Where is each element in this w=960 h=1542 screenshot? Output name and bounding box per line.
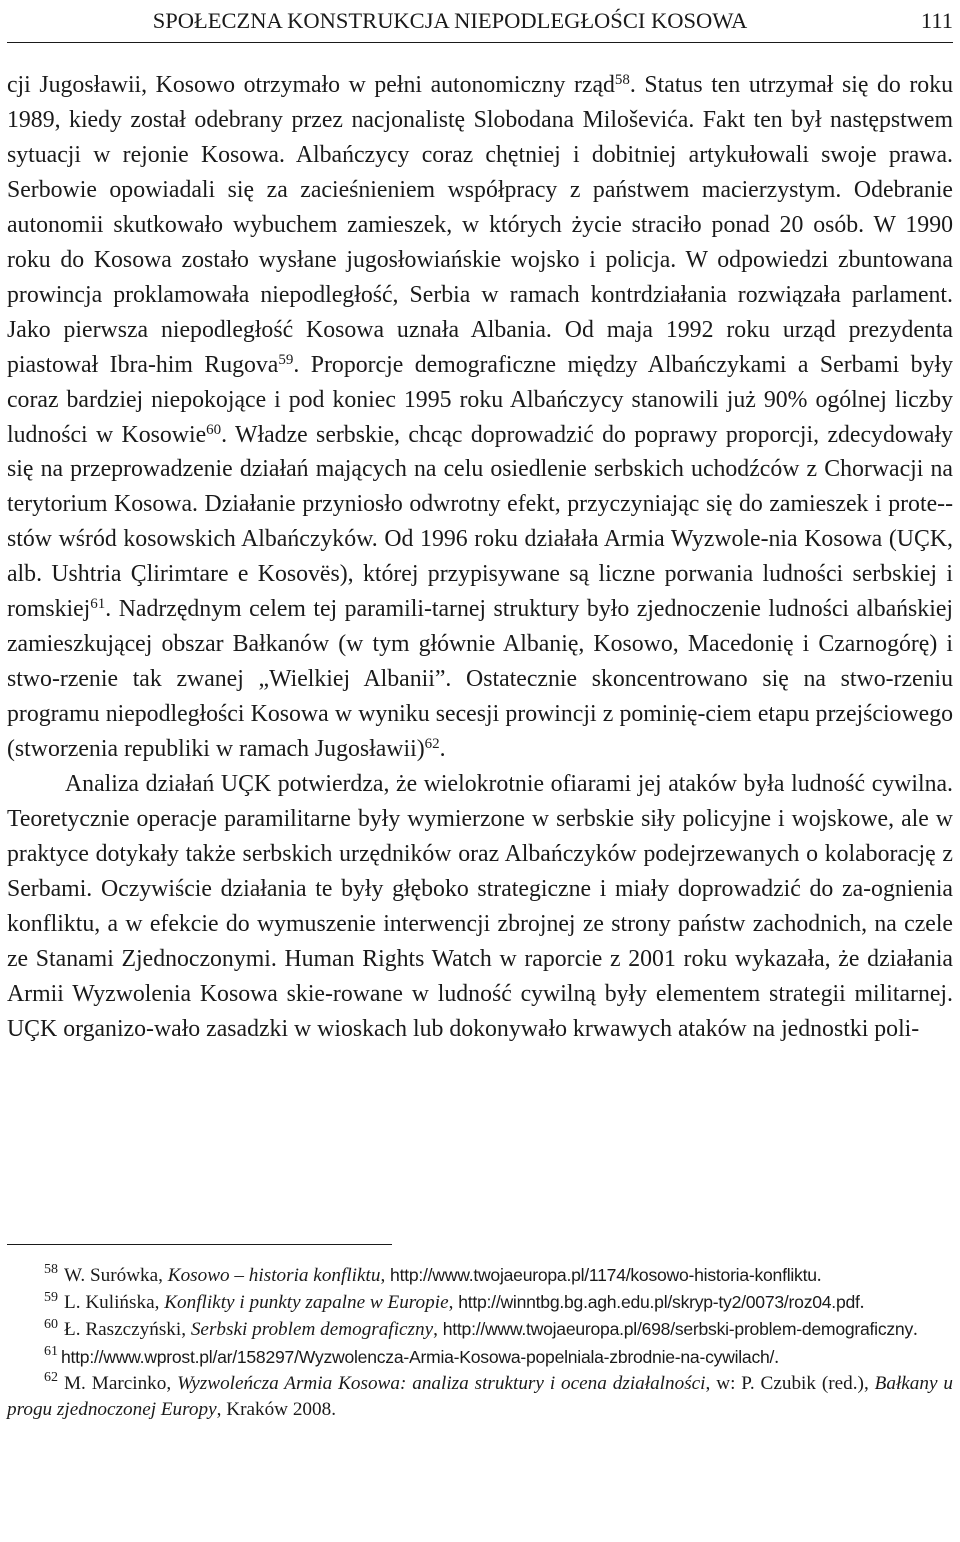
paragraph-1-segment: cji Jugosławii, Kosowo otrzymało w pełni autonomiczny rząd: [7, 72, 615, 98]
footnote-end: .: [913, 1319, 918, 1341]
footnote-book-title: Bałkany u progu zjednoczonej Europy: [7, 1372, 953, 1421]
footnote-title: Kosowo – historia konfliktu: [167, 1265, 381, 1286]
footnote-end: , Kraków 2008.: [216, 1399, 336, 1421]
footnote-61: [7, 1344, 953, 1371]
footnote-number: 59: [44, 1289, 58, 1305]
footnote-author: L. Kulińska,: [64, 1292, 165, 1314]
footnote-ref-60[interactable]: 60: [206, 421, 222, 438]
footnote-separator-text: ,: [448, 1292, 459, 1314]
footnote-end: .: [816, 1265, 822, 1286]
footnote-separator-text: ,: [433, 1319, 443, 1341]
footnote-end: .: [774, 1346, 779, 1368]
footnote-end: .: [859, 1292, 865, 1314]
footnote-ref-58[interactable]: 58: [614, 71, 630, 88]
footnote-title: Wyzwoleńcza Armia Kosowa: analiza struktury i ocena działalności: [177, 1372, 706, 1394]
paragraph-1-segment: . Władze serbskie, chcąc doprowadzić do poprawy proporcji, zdecydowały się na przeprowadzenie działań mających na celu osiedlenie serbskich uchodźców z Chorwacji na terytorium Kosowa. Działanie przyniosło odwrotny efekt, przyczyniając się do zamieszek i prote-stów wśród kosowskich Albańczyków. Od 1996 roku działała Armia Wyzwole-nia Kosowa (UÇK, alb. Ushtria Çlirimtare e Kosovës), której przypisywane są liczne porwania ludności serbskiej i romskiej: [7, 421, 953, 623]
footnote-number: 62: [44, 1370, 58, 1386]
paragraph-1-segment: . Nadrzędnym celem tej paramili-tarnej struktury było zjednoczenie ludności albańskiej zamieszkującej obszar Bałkanów (w tym głównie Albanię, Kosowo, Macedonię i Czarnogórę) i stwo-rzenie tak zwanej „Wielkiej Albanii”. Ostatecznie skoncentrowano się na stwo-rzeniu programu niepodległości Kosowa w wyniku secesji prowincji z pominię-ciem etapu przejściowego (stworzenia republiki w ramach Jugosławii): [7, 596, 953, 763]
footnote-ref-59[interactable]: 59: [278, 351, 294, 368]
footnote-author: M. Marcinko,: [64, 1372, 178, 1394]
book-page: [7, 0, 953, 1542]
main-text: [7, 68, 953, 1047]
footnote-link[interactable]: http://www.twojaeuropa.pl/1174/kosowo-historia-konfliktu: [390, 1265, 817, 1285]
footnote-58: [7, 1262, 953, 1289]
running-header: [7, 6, 953, 36]
footnote-title: Konflikty i punkty zapalne w Europie: [164, 1292, 449, 1314]
footnote-separator-text: ,: [380, 1265, 391, 1286]
footnote-number: 58: [44, 1262, 58, 1278]
paragraph-1-segment: .: [439, 736, 446, 763]
footnotes: [7, 1262, 953, 1423]
footnote-59: [7, 1289, 953, 1316]
footnote-number: 61: [44, 1343, 58, 1359]
footnote-author: W. Surówka,: [64, 1265, 168, 1286]
footnote-title: Serbski problem demograficzny: [190, 1319, 434, 1341]
footnote-ref-61[interactable]: 61: [90, 596, 106, 613]
footnote-link[interactable]: http://winntbg.bg.agh.edu.pl/skryp-ty2/0073/roz04.pdf: [458, 1292, 860, 1313]
page-number: 111: [920, 8, 953, 33]
footnote-author: Ł. Raszczyński,: [64, 1319, 191, 1341]
footnote-60: [7, 1316, 953, 1343]
running-header-title: SPOŁECZNA KONSTRUKCJA NIEPODLEGŁOŚCI KOSOWA: [152, 8, 748, 33]
footnote-link[interactable]: http://www.twojaeuropa.pl/698/serbski-problem-demograficzny: [442, 1319, 913, 1340]
paragraph-1-segment: . Status ten utrzymał się do roku 1989, kiedy został odebrany przez nacjonalistę Slobodana Miloševića. Fakt ten był następstwem sytuacji w rejonie Kosowa. Albańczycy coraz chętniej i dobitniej artykułowali swoje prawa. Serbowie opowiadali się za zacieśnieniem współpracy z państwem macierzystym. Odebranie autonomii skutkowało wybuchem zamieszek, w których życie straciło ponad 20 osób. W 1990 roku do Kosowa zostało wysłane jugosłowiańskie wojsko i policja. W odpowiedzi zbuntowana prowincja proklamowała niepodległość, Serbia w ramach kontrdziałania rozwiązała parlament. Jako pierwsza niepodległość Kosowa uznała Albania. Od maja 1992 roku urząd prezydenta piastował Ibra-him Rugova: [7, 72, 953, 378]
header-rule: [7, 42, 953, 43]
paragraph-1: [7, 68, 953, 767]
footnote-number: 60: [44, 1316, 58, 1332]
paragraph-2: Analiza działań UÇK potwierdza, że wielokrotnie ofiarami jej ataków była ludność cywilna. Teoretycznie operacje paramilitarne były wymierzone w serbskie siły policyjne i wojskowe, ale w praktyce dotykały także serbskich urzędników oraz Albańczyków podejrzewanych o kolaborację z Serbami. Oczywiście działania te były głęboko strategiczne i miały doprowadzić do za-ognienia konfliktu, a w efekcie do wymuszenie interwencji zbrojnej ze strony państw zachodnich, na czele ze Stanami Zjednoczonymi. Human Rights Watch w raporcie z 2001 roku wykazała, że działania Armii Wyzwolenia Kosowa skie-rowane w ludność cywilną były elementem strategii militarnej. UÇK organizo-wało zasadzki w wioskach lub dokonywało krwawych ataków na jednostki poli-: [7, 771, 953, 1042]
footnote-separator: [7, 1244, 392, 1245]
footnote-separator-text: , w: P. Czubik (red.),: [705, 1372, 875, 1394]
paragraph-1-segment: . Proporcje demograficzne między Albańczykami a Serbami były coraz bardziej niepokojące i pod koniec 1995 roku Albańczycy stanowili już 90% ogólnej liczby ludności w Kosowie: [7, 351, 953, 448]
footnote-link[interactable]: http://www.wprost.pl/ar/158297/Wyzwolencza-Armia-Kosowa-popelniala-zbrodnie-na-cywilach/: [61, 1346, 775, 1367]
footnote-62: [7, 1371, 953, 1423]
footnote-ref-62[interactable]: 62: [424, 735, 440, 752]
